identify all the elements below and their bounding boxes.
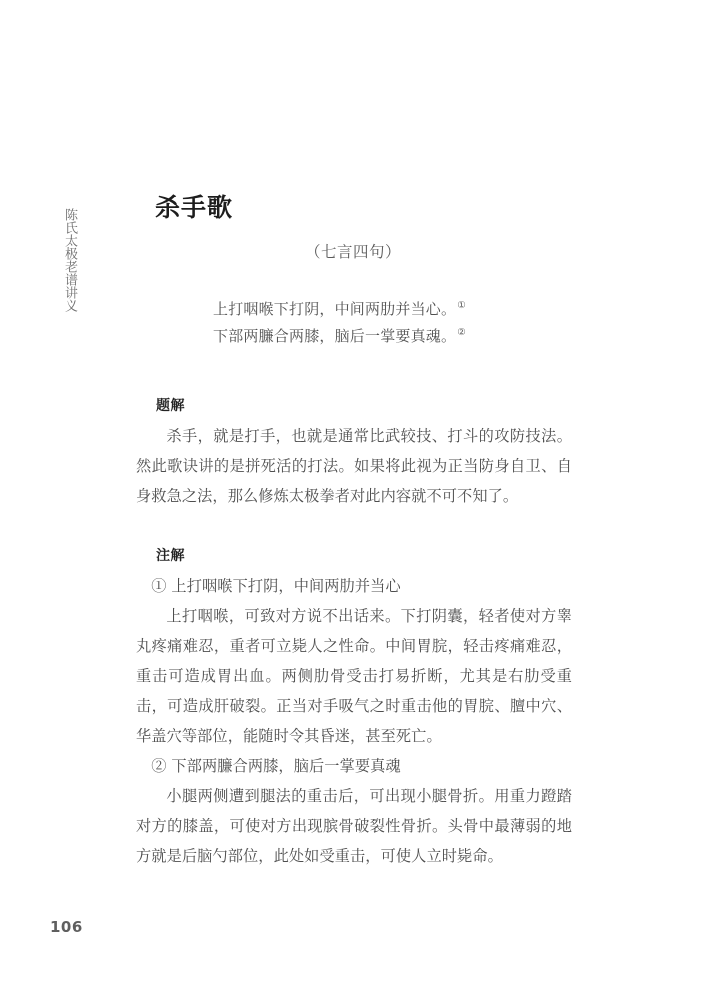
- page-number: 106: [50, 918, 83, 936]
- section-heading: 注解: [156, 548, 185, 564]
- footnote-marker: ②: [457, 327, 466, 338]
- note-title-text: 上打咽喉下打阴，中间两肋并当心: [171, 577, 401, 595]
- section-tijie: [136, 395, 572, 511]
- verse-block: [213, 296, 466, 350]
- note-title: [136, 571, 572, 601]
- vertical-running-head: 陈氏太极老谱讲义: [62, 208, 77, 312]
- section-paragraph: 杀手，就是打手，也就是通常比武较技、打斗的攻防技法。然此歌诀讲的是拼死活的打法。如果将此视为正当防身自卫、自身救急之法，那么修炼太极拳者对此内容就不可不知了。: [136, 427, 572, 505]
- note-marker: ①: [151, 577, 167, 595]
- verse-line-text: 下部两臁合两膝，脑后一掌要真魂。: [213, 327, 457, 345]
- verse-line: [213, 296, 466, 323]
- section-heading: 题解: [156, 398, 185, 414]
- note-body: 上打咽喉，可致对方说不出话来。下打阴囊，轻者使对方睾丸疼痛难忍，重者可立毙人之性命。中间胃脘，轻击疼痛难忍，重击可造成胃出血。两侧肋骨受击打易折断，尤其是右肋受重击，可造成肝破裂。正当对手吸气之时重击他的胃脘、膻中穴、华盖穴等部位，能随时令其昏迷，甚至死亡。: [136, 607, 572, 745]
- verse-line: [213, 323, 466, 350]
- note-title: [136, 751, 572, 781]
- note-marker: ②: [151, 757, 167, 775]
- chapter-title: 杀手歌: [155, 192, 234, 222]
- section-zhujie: [136, 545, 572, 871]
- verse-line-text: 上打咽喉下打阴，中间两肋并当心。: [213, 300, 457, 318]
- footnote-marker: ①: [457, 300, 466, 311]
- verse-form-note: （七言四句）: [304, 243, 401, 261]
- note-title-text: 下部两臁合两膝，脑后一掌要真魂: [171, 757, 401, 775]
- note-body: 小腿两侧遭到腿法的重击后，可出现小腿骨折。用重力蹬踏对方的膝盖，可使对方出现膑骨破裂性骨折。头骨中最薄弱的地方就是后脑勺部位，此处如受重击，可使人立时毙命。: [136, 787, 572, 865]
